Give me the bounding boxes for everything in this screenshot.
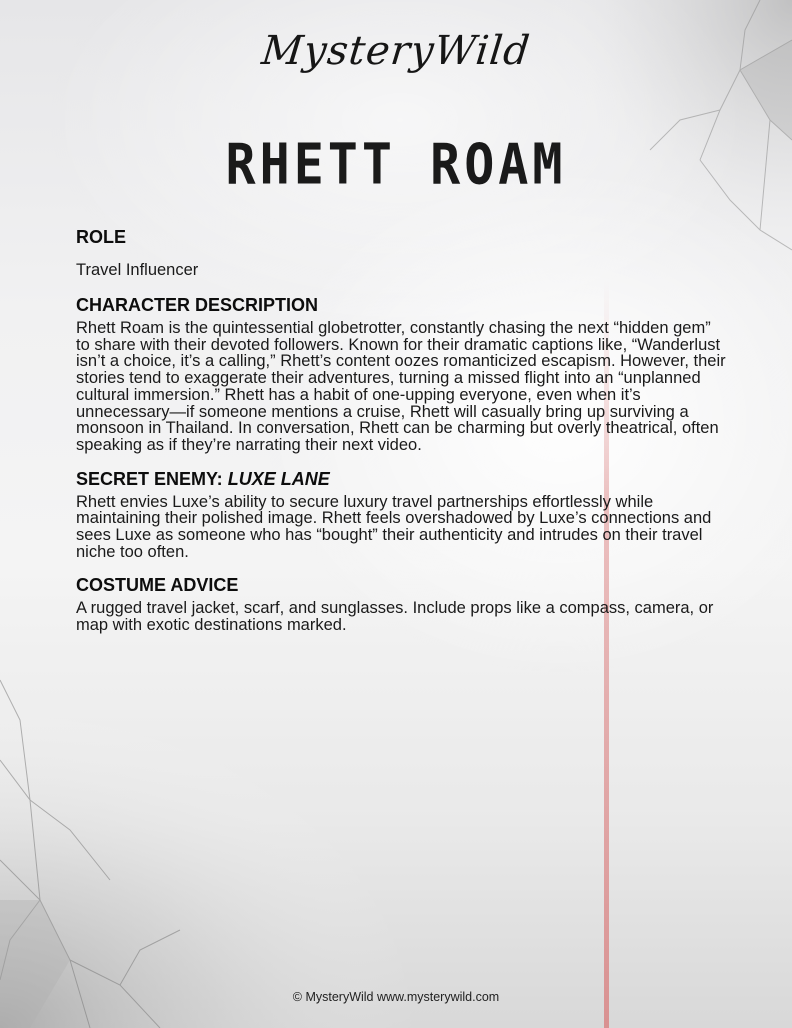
footer-copyright: © MysteryWild www.mysterywild.com	[292, 990, 500, 1004]
costume-section	[76, 574, 726, 633]
role-heading: ROLE	[76, 227, 127, 247]
role-value: Travel Influencer	[76, 261, 199, 279]
costume-heading: COSTUME ADVICE	[76, 575, 239, 596]
description-section	[76, 294, 726, 454]
character-details	[76, 226, 726, 634]
secret-enemy-heading	[76, 468, 726, 490]
secret-enemy-section	[76, 468, 726, 561]
role-section	[76, 226, 726, 280]
description-text: Rhett Roam is the quintessential globetrotter, constantly chasing the next “hidden gem” to share with their devoted followers. Known for their dramatic captions like, “Wanderlust isn’t a choice, it’s a calling,” Rhett’s content oozes romanticized escapism. However, their stories tend to exaggerate their adventures, turning a missed flight into an “unplanned cultural immersion.” Rhett has a habit of one-upping everyone, even when it’s unnecessary—if someone mentions a cruise, Rhett will casually bring up surviving a monsoon in Thailand. In conversation, Rhett can be charming but overly theatrical, often speaking as if they’re narrating their next video.	[76, 319, 726, 454]
secret-enemy-name: LUXE LANE	[227, 468, 330, 489]
brand-logo: MysteryWild	[259, 28, 533, 74]
description-heading: CHARACTER DESCRIPTION	[76, 295, 319, 315]
secret-enemy-text: Rhett envies Luxe’s ability to secure luxury travel partnerships effortlessly while maintaining their polished image. Rhett feels overshadowed by Luxe’s connections and sees Luxe as someone who has “bought” their authenticity and intrudes on their travel niche too often.	[76, 492, 712, 561]
character-name: RHETT ROAM	[225, 132, 567, 197]
secret-enemy-label: SECRET ENEMY:	[76, 468, 223, 489]
costume-text: A rugged travel jacket, scarf, and sunglasses. Include props like a compass, camera, or map with exotic destinations marked.	[76, 599, 714, 635]
